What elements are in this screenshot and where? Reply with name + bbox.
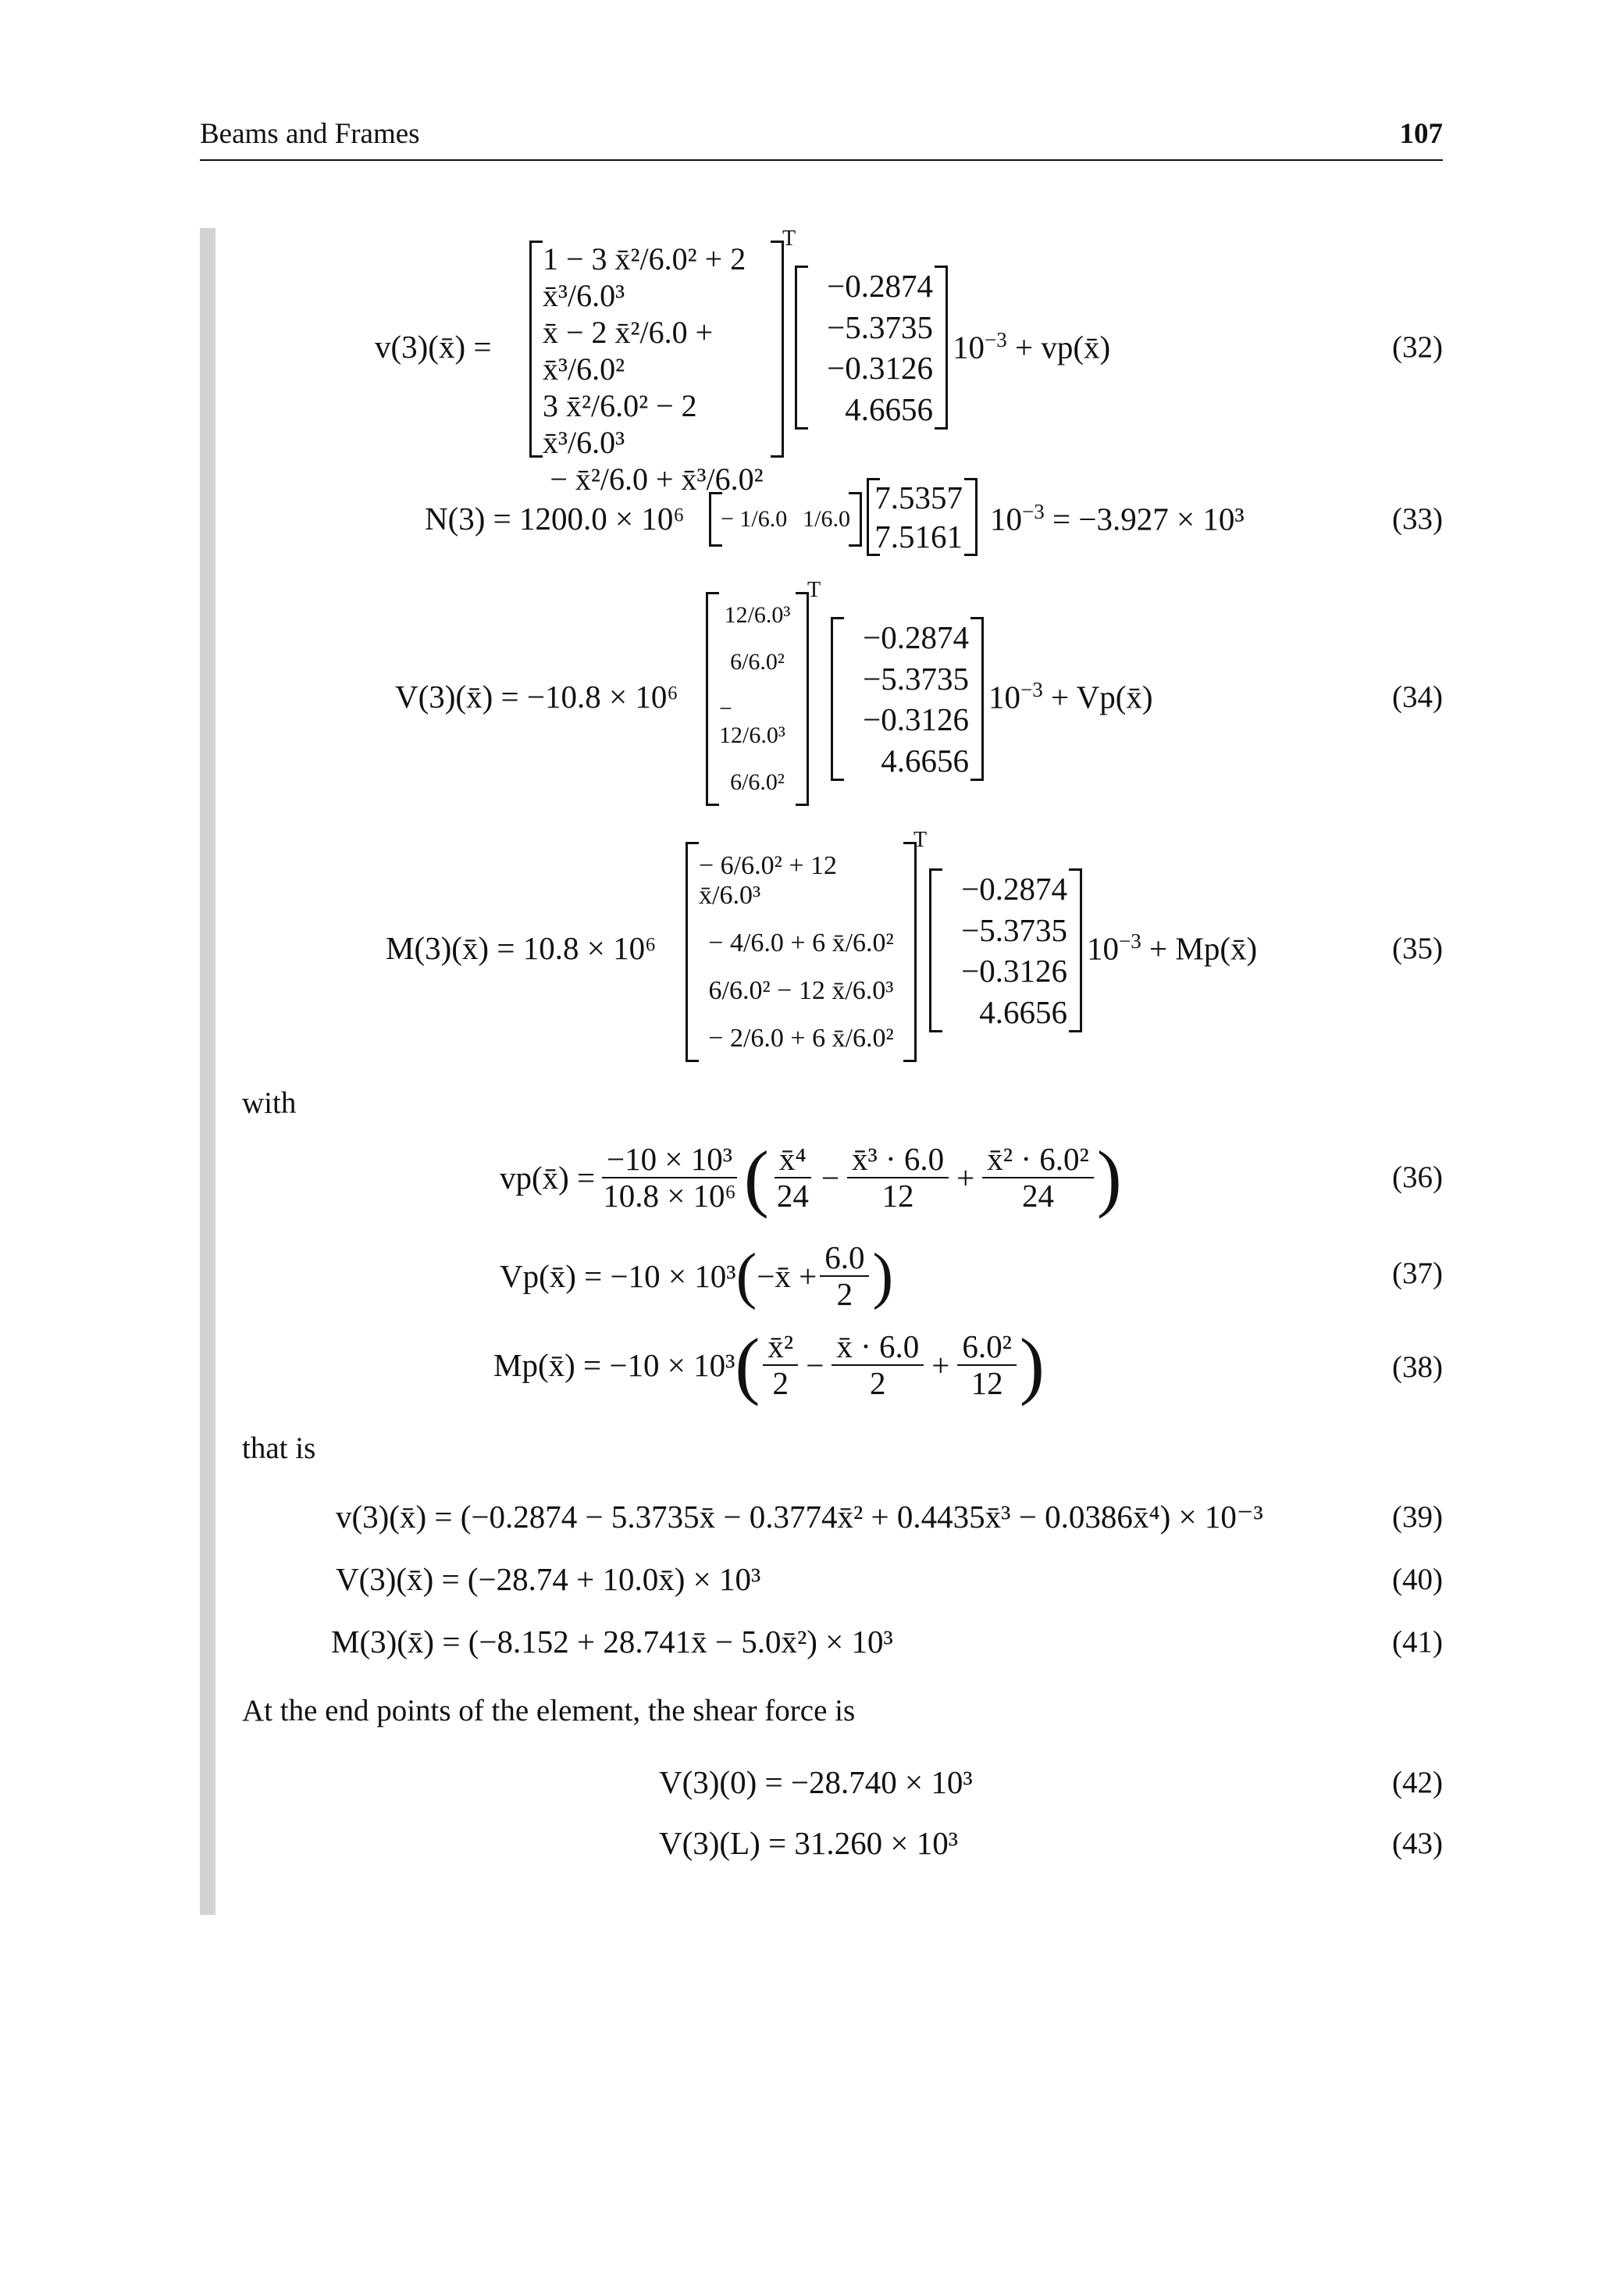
vector-entry: −0.3126 [961,953,1067,989]
eq32-shape-row: − x̄²/6.0 + x̄³/6.0² [550,462,764,497]
eq34-transpose: T [807,578,821,602]
endpoints-sentence: At the end points of the element, the shear force is [242,1694,856,1727]
vector-entry: −5.3735 [863,660,969,697]
eq33-col-entry: 7.5357 [874,480,963,515]
eq39: v(3)(x̄) = (−0.2874 − 5.3735x̄ − 0.3774x̄² + 0.4435x̄³ − 0.0386x̄⁴) × 10⁻³ [336,1499,1263,1535]
eq34-shape-row: 12/6.0³ [724,602,791,628]
eq35-scale: $10^{-3}$ + Mp(x̄) [1087,929,1258,967]
margin-bar [200,228,215,1915]
eq32-vector [795,266,948,430]
eq35-lhs: M(3)(x̄) = 10.8 × 10⁶ [386,930,657,966]
eq38: Mp(x̄) = −10 × 10³ ( $\frac{\text{x̄²}}{2}$ − $\frac{x̄ \cdot 6.0}{2}$ + $\frac{\text{6.0²}}{12}$ ) [493,1323,1045,1406]
eq35-shape-matrix [686,842,917,1062]
equation-number: (34) [1392,680,1443,714]
eq32-lhs: v(3)(x̄) = [375,329,492,365]
eq33-col-vector [867,478,978,556]
equation-number: (39) [1392,1500,1443,1534]
vector-entry: −0.3126 [827,350,933,387]
eq33-row-entry: 1/6.0 [803,506,850,532]
eq42: V(3)(0) = −28.740 × 10³ [659,1764,973,1800]
equation-number: (41) [1392,1625,1443,1659]
vector-entry: −0.2874 [863,619,969,656]
equation-number: (33) [1392,502,1443,536]
eq34-shape-matrix [706,592,809,806]
vector-entry: −0.2874 [961,871,1067,907]
that-is-label: that is [242,1431,316,1465]
eq35-transpose: T [913,828,928,852]
vector-entry: −5.3735 [827,308,933,345]
eq34-vector [831,617,984,781]
eq32-shape-row: 3 x̄²/6.0² − 2 x̄³/6.0³ [543,388,697,460]
vector-entry: 4.6656 [881,742,969,779]
page-number: 107 [1399,118,1443,150]
eq33-tail: $10^{-3} = -3.927 \times 10^3$ [990,500,1245,537]
vector-entry: −5.3735 [961,911,1067,948]
equation-number: (36) [1392,1160,1443,1194]
eq35-shape-row: 6/6.0² − 12 x̄/6.0³ [708,975,894,1005]
eq36: vp(x̄) = $\frac{\text{−10 × 10³}}{\text{10.8 × 10⁶}}$ ( $\frac{\text{x̄⁴}}{24}$ − $\frac{\text{x̄³ · 6.0}}{12}$ + $\frac{\text{x̄² · 6.0²}}{24}$ ) [500,1136,1122,1219]
eq35-shape-row: − 2/6.0 + 6 x̄/6.0² [708,1023,894,1053]
eq34-shape-row: 6/6.0² [730,649,785,675]
eq33-col-entry: 7.5161 [874,519,963,554]
vector-entry: −0.3126 [863,701,969,738]
eq35-vector [929,868,1082,1032]
eq34-shape-row: 6/6.0² [730,769,785,795]
eq36-lhs: vp(x̄) = [500,1160,596,1196]
vector-entry: 4.6656 [845,390,933,427]
eq38-lhs: Mp(x̄) = −10 × 10³ [493,1347,735,1383]
equation-number: (32) [1392,330,1443,364]
eq40: V(3)(x̄) = (−28.74 + 10.0x̄) × 10³ [336,1561,761,1597]
vector-entry: −0.2874 [827,268,933,305]
eq34-lhs: V(3)(x̄) = −10.8 × 10⁶ [395,679,678,715]
eq41: M(3)(x̄) = (−8.152 + 28.741x̄ − 5.0x̄²) × 10³ [331,1624,893,1660]
equation-number: (40) [1392,1563,1443,1596]
equation-number: (42) [1392,1766,1443,1799]
eq32-shape-row: 1 − 3 x̄²/6.0² + 2 x̄³/6.0³ [543,241,746,313]
eq34-shape-row: − 12/6.0³ [719,696,785,748]
eq37: Vp(x̄) = −10 × 10³ ( −x̄ + $\frac{6.0}{2}$ ) [500,1239,894,1313]
eq32-shape-matrix [529,241,784,497]
eq37-lhs: Vp(x̄) = −10 × 10³ [500,1258,736,1295]
equation-number: (38) [1392,1350,1443,1384]
eq32-transpose: T [782,226,796,251]
with-label: with [242,1086,297,1120]
eq35-shape-row: − 4/6.0 + 6 x̄/6.0² [708,928,894,957]
eq33-lhs: N(3) = 1200.0 × 10⁶ [425,501,685,537]
equation-number: (43) [1392,1827,1443,1860]
eq33-row-entry: − 1/6.0 [721,506,788,532]
eq33-row-vector [709,492,862,547]
vector-entry: 4.6656 [979,993,1067,1030]
eq43: V(3)(L) = 31.260 × 10³ [659,1825,959,1861]
running-header-title: Beams and Frames [200,118,420,150]
eq32-shape-row: x̄ − 2 x̄²/6.0 + x̄³/6.0² [543,315,714,387]
eq32-scale: $10^{-3}$ + vp(x̄) [953,328,1111,365]
eq35-shape-row: − 6/6.0² + 12 x̄/6.0³ [699,850,837,910]
eq34-scale: $10^{-3}$ + Vp(x̄) [988,678,1153,715]
equation-number: (35) [1392,932,1443,965]
equation-number: (37) [1392,1257,1443,1290]
header-rule [200,159,1443,161]
